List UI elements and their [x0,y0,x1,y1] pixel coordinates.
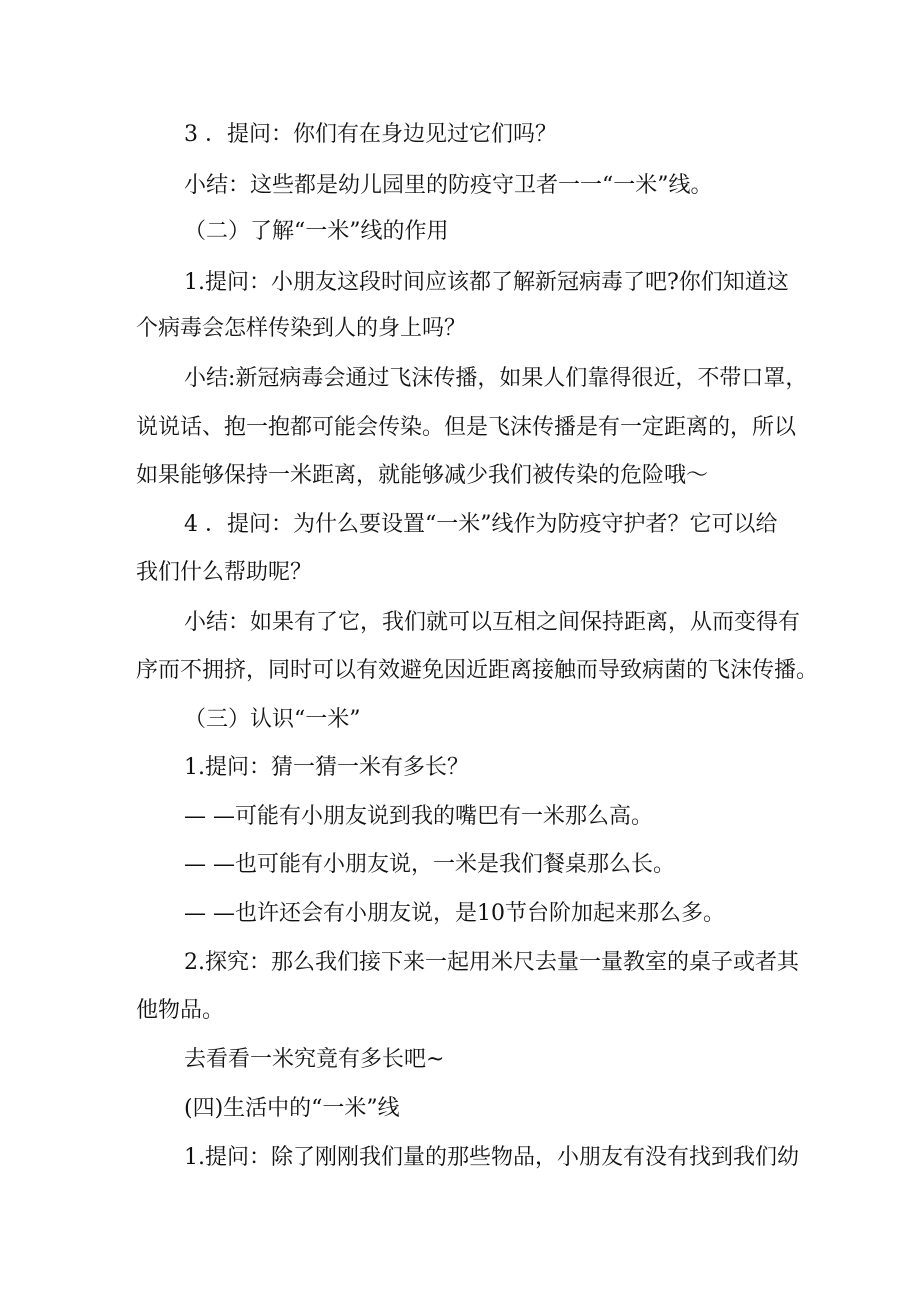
answer-dash-1: — —可能有小朋友说到我的嘴巴有一米那么高。 [184,804,653,829]
summary-2-line-1: 小结:新冠病毒会通过飞沫传播，如果人们靠得很近，不带口罩， [184,366,808,391]
section-heading-4: (四)生活中的“一米”线 [184,1096,400,1121]
summary-2-line-3: 如果能够保持一米距离，就能够减少我们被传染的危险哦〜 [136,463,709,488]
explore-line-1: 2.探究：那么我们接下来一起用米尺去量一量教室的桌子或者其 [184,950,799,975]
question-4-line-1: 4 ．提问：为什么要设置“一米”线作为防疫守护者？它可以给 [184,512,778,537]
question-last: 1.提问：除了刚刚我们量的那些物品，小朋友有没有找到我们幼 [184,1145,799,1170]
section-heading-2: （二）了解“一米”线的作用 [184,219,449,244]
explore-line-3: 去看看一米究竟有多长吧~ [184,1047,445,1072]
summary-3-line-1: 小结：如果有了它，我们就可以互相之间保持距离，从而变得有 [184,610,801,635]
explore-line-2: 他物品。 [136,998,225,1023]
question-4-line-2: 我们什么帮助呢？ [136,560,313,585]
summary-3-line-2: 序而不拥挤，同时可以有效避免因近距离接触而导致病菌的飞沫传播。 [136,658,819,683]
answer-dash-2: — —也可能有小朋友说，一米是我们餐桌那么长。 [184,852,675,877]
question-guess: 1.提问：猜一猜一米有多长？ [184,755,469,780]
question-1-line-2: 个病毒会怎样传染到人的身上吗？ [136,316,467,341]
section-heading-3: （三）认识“一米” [184,707,361,732]
answer-dash-3: — —也许还会有小朋友说，是10节台阶加起来那么多。 [184,901,725,926]
question-1-line-1: 1.提问：小朋友这段时间应该都了解新冠病毒了吧?你们知道这 [184,270,789,295]
summary-2-line-2: 说说话、抱一抱都可能会传染。但是飞沫传播是有一定距离的，所以 [136,415,797,440]
summary-1: 小结：这些都是幼儿园里的防疫守卫者一一“一米”线。 [184,173,713,198]
question-3: 3 ．提问：你们有在身边见过它们吗？ [184,122,557,147]
